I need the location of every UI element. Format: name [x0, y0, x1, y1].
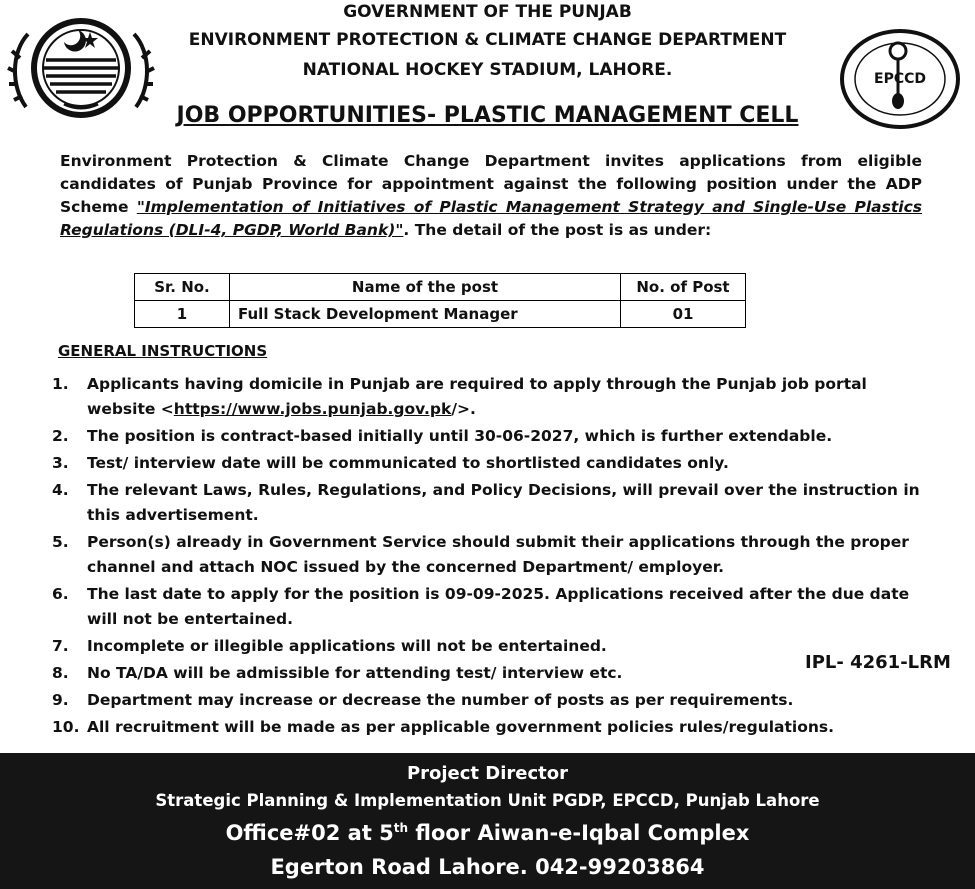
- intro-text-end: . The detail of the post is as under:: [403, 221, 712, 239]
- column-header-post-count: No. of Post: [621, 274, 746, 301]
- list-item: [52, 451, 924, 476]
- footer-address-phone: Egerton Road Lahore. 042-99203864: [270, 855, 705, 879]
- item-text: Test/ interview date will be communicated to shortlisted candidates only.: [87, 454, 729, 472]
- list-item: [52, 424, 924, 449]
- footer-unit: Strategic Planning & Implementation Unit PGDP, EPCCD, Punjab Lahore: [155, 791, 820, 810]
- column-header-sr-no: Sr. No.: [135, 274, 230, 301]
- item-text: The last date to apply for the position is 09-09-2025. Applications received after the due date will not be entertained.: [87, 585, 910, 628]
- list-item: [52, 634, 924, 659]
- item-number: 7.: [52, 637, 69, 655]
- item-text: The relevant Laws, Rules, Regulations, and Policy Decisions, will prevail over the instruction in this advertisement.: [87, 481, 920, 524]
- list-item: [52, 582, 924, 632]
- cell-post-name: Full Stack Development Manager: [230, 301, 621, 328]
- list-item: [52, 478, 924, 528]
- item-text: [87, 372, 924, 422]
- list-item: [52, 372, 924, 422]
- item-number: 10.: [52, 718, 80, 736]
- item-number: 3.: [52, 454, 69, 472]
- list-item: [52, 715, 924, 740]
- table-row: [135, 301, 746, 328]
- item-number: 2.: [52, 427, 69, 445]
- general-instructions-title: GENERAL INSTRUCTIONS: [58, 342, 268, 360]
- cell-sr-no: 1: [135, 301, 230, 328]
- advertisement-reference: IPL- 4261-LRM: [805, 652, 951, 673]
- posts-table: [134, 273, 746, 328]
- header-address: NATIONAL HOCKEY STADIUM, LAHORE.: [302, 60, 673, 80]
- item-text-pre: Applicants having domicile in Punjab are required to apply through the Punjab job portal website <: [87, 375, 867, 418]
- column-header-post-name: Name of the post: [230, 274, 621, 301]
- intro-paragraph: [60, 150, 922, 242]
- cell-post-count: 01: [621, 301, 746, 328]
- item-text: Department may increase or decrease the number of posts as per requirements.: [87, 691, 794, 709]
- item-text: Incomplete or illegible applications will not be entertained.: [87, 637, 607, 655]
- item-number: 6.: [52, 585, 69, 603]
- item-number: 9.: [52, 691, 69, 709]
- item-text: Person(s) already in Government Service should submit their applications through the proper channel and attach NOC issued by the concerned Department/ employer.: [87, 533, 909, 576]
- header-government: GOVERNMENT OF THE PUNJAB: [343, 2, 632, 22]
- list-item: [52, 530, 924, 580]
- epccd-logo-text: EPCCD: [874, 71, 926, 87]
- footer-office-post: floor Aiwan-e-Iqbal Complex: [408, 821, 750, 845]
- footer-office-pre: Office#02 at 5: [225, 821, 394, 845]
- footer-office: [0, 821, 975, 845]
- item-text-post: />.: [451, 400, 476, 418]
- list-item: [52, 661, 924, 686]
- item-number: 4.: [52, 481, 69, 499]
- item-number: 1.: [52, 375, 69, 393]
- footer-contact-block: [0, 753, 975, 889]
- item-text: The position is contract-based initially until 30-06-2027, which is further extendable.: [87, 427, 833, 445]
- intro-text: Environment Protection & Climate Change Department invites applications from eligible candidates of Punjab Province for appointment against the following position under the ADP Scheme: [60, 152, 922, 216]
- item-text: All recruitment will be made as per applicable government policies rules/regulations.: [87, 718, 835, 736]
- instructions-list: [52, 372, 924, 742]
- header-department: ENVIRONMENT PROTECTION & CLIMATE CHANGE DEPARTMENT: [188, 30, 787, 50]
- item-text: No TA/DA will be admissible for attending test/ interview etc.: [87, 664, 623, 682]
- item-number: 5.: [52, 533, 69, 551]
- scheme-name: "Implementation of Initiatives of Plastic Management Strategy and Single-Use Plastics Regulations (DLI-4, PGDP, World Bank)": [60, 198, 922, 239]
- footer-office-sup: th: [393, 821, 409, 835]
- table-header-row: [135, 274, 746, 301]
- jobs-portal-link[interactable]: https://www.jobs.punjab.gov.pk: [173, 400, 452, 418]
- item-number: 8.: [52, 664, 69, 682]
- footer-designation: Project Director: [406, 763, 569, 784]
- page-title: JOB OPPORTUNITIES- PLASTIC MANAGEMENT CELL: [176, 103, 799, 128]
- list-item: [52, 688, 924, 713]
